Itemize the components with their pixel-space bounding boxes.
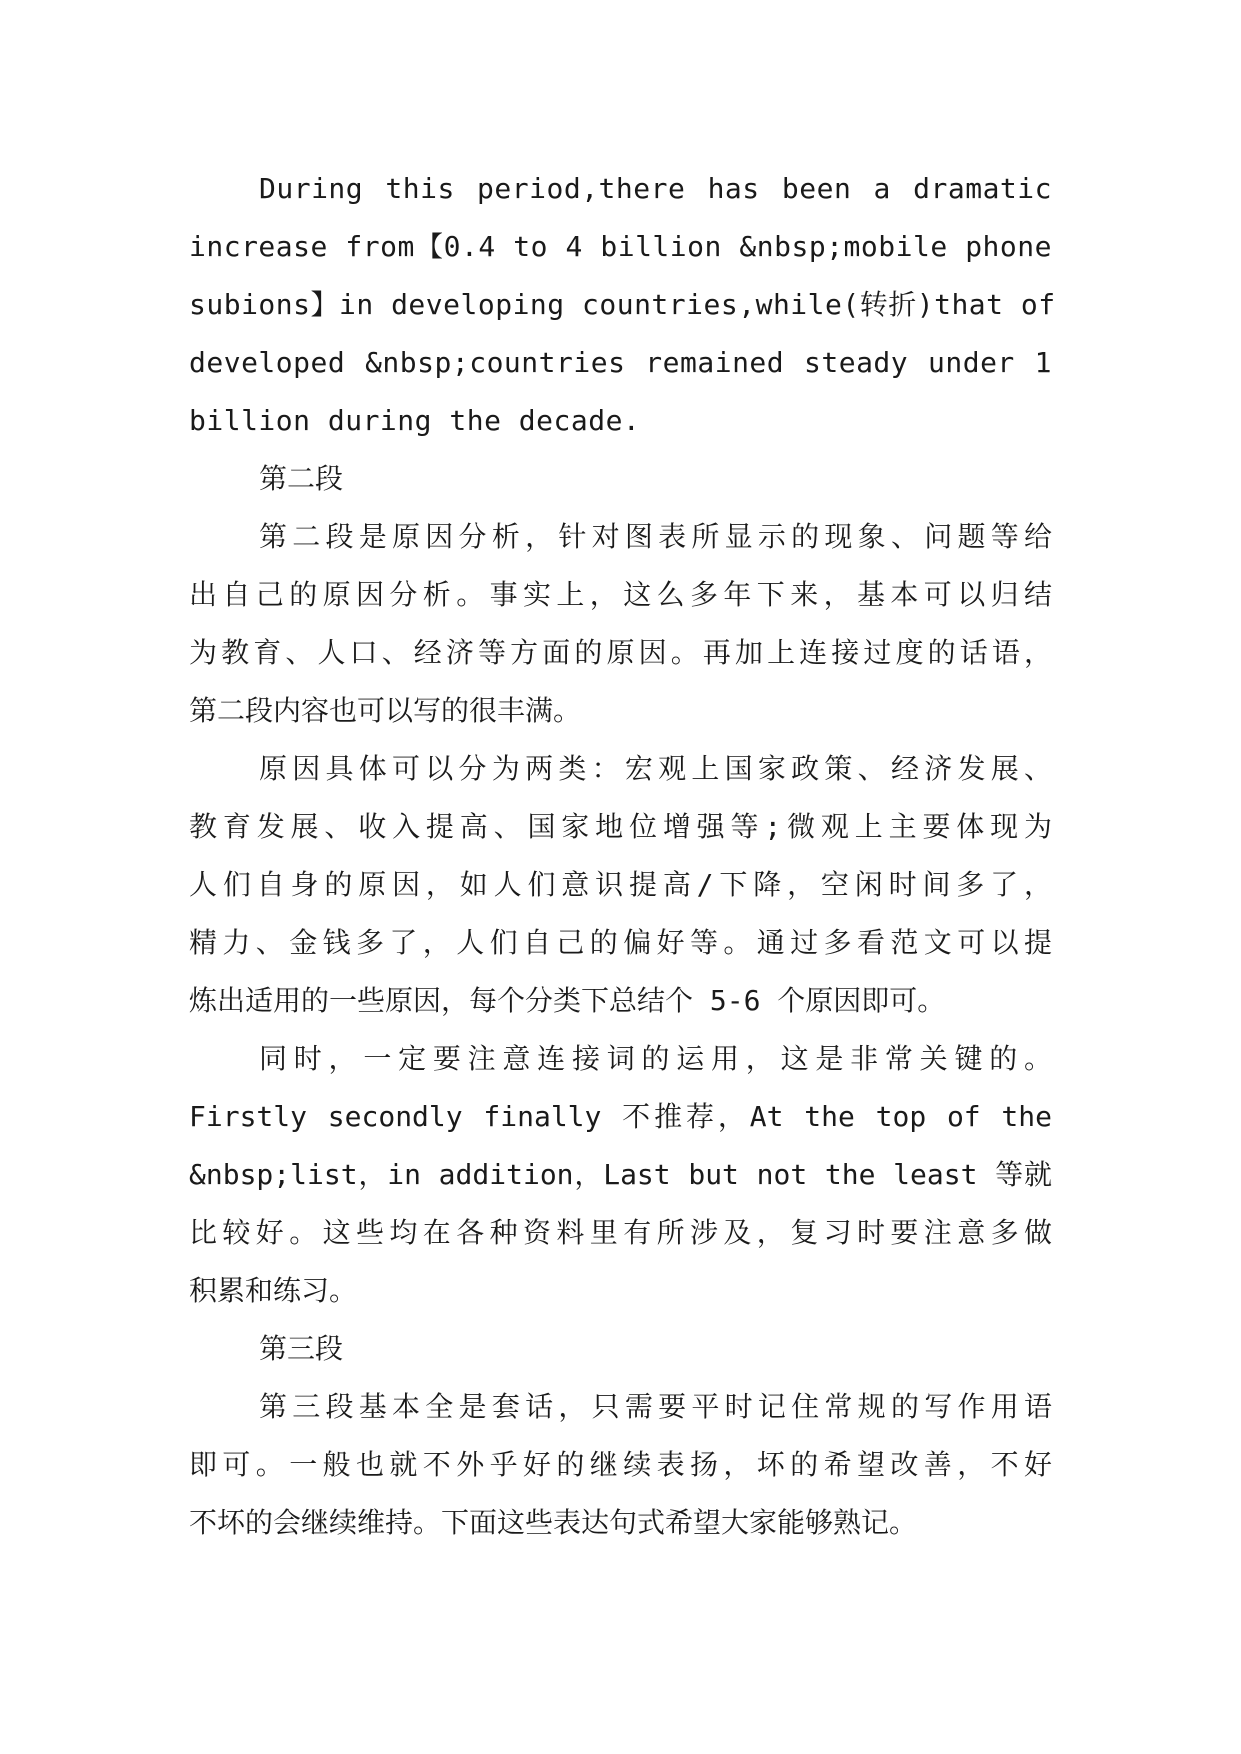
text-line: 精力、金钱多了，人们自己的偏好等。通过多看范文可以提: [189, 926, 1052, 959]
text-line: 同时，一定要注意连接词的运用，这是非常关键的。: [259, 1042, 1052, 1075]
text-line: 第三段基本全是套话，只需要平时记住常规的写作用语: [259, 1390, 1052, 1423]
text-line: 积累和练习。: [189, 1274, 358, 1307]
section-heading-2: 第二段: [259, 462, 344, 495]
section-heading-3: 第三段: [259, 1332, 344, 1365]
text-line: developed &nbsp;countries remained steady under 1: [189, 346, 1052, 379]
text-line: 不坏的会继续维持。下面这些表达句式希望大家能够熟记。: [189, 1506, 918, 1539]
text-line: 即可。一般也就不外乎好的继续表扬，坏的希望改善，不好: [189, 1448, 1052, 1481]
text-line: 比较好。这些均在各种资料里有所涉及，复习时要注意多做: [189, 1216, 1052, 1249]
text-line: 第二段是原因分析，针对图表所显示的现象、问题等给: [259, 520, 1052, 553]
text-line: 出自己的原因分析。事实上，这么多年下来，基本可以归结: [189, 578, 1052, 611]
text-line: 教育发展、收入提高、国家地位增强等;微观上主要体现为: [189, 810, 1052, 843]
text-line: 第二段内容也可以写的很丰满。: [189, 694, 582, 727]
text-line: 炼出适用的一些原因，每个分类下总结个 5-6 个原因即可。: [189, 984, 946, 1017]
text-line: Firstly secondly finally 不推荐，At the top of the: [189, 1100, 1052, 1133]
text-line: 原因具体可以分为两类：宏观上国家政策、经济发展、: [259, 752, 1052, 785]
text-line: 为教育、人口、经济等方面的原因。再加上连接过度的话语，: [189, 636, 1052, 669]
paragraph-4: [189, 1030, 1052, 1320]
text-line: 人们自身的原因，如人们意识提高/下降，空闲时间多了，: [189, 868, 1052, 901]
text-line: increase from【0.4 to 4 billion &nbsp;mobile phone: [189, 230, 1052, 263]
text-line: subions】in developing countries,while(转折)that of: [189, 288, 1056, 321]
text-line: billion during the decade.: [189, 404, 641, 437]
text-line: During this period,there has been a dramatic: [259, 172, 1052, 205]
paragraph-1: [189, 160, 1056, 450]
text-line: &nbsp;list，in addition，Last but not the least 等就: [189, 1158, 1052, 1191]
paragraph-2: [189, 508, 1052, 740]
paragraph-3: [189, 740, 1052, 1030]
document-page: [189, 160, 1056, 1552]
paragraph-5: [189, 1378, 1052, 1552]
